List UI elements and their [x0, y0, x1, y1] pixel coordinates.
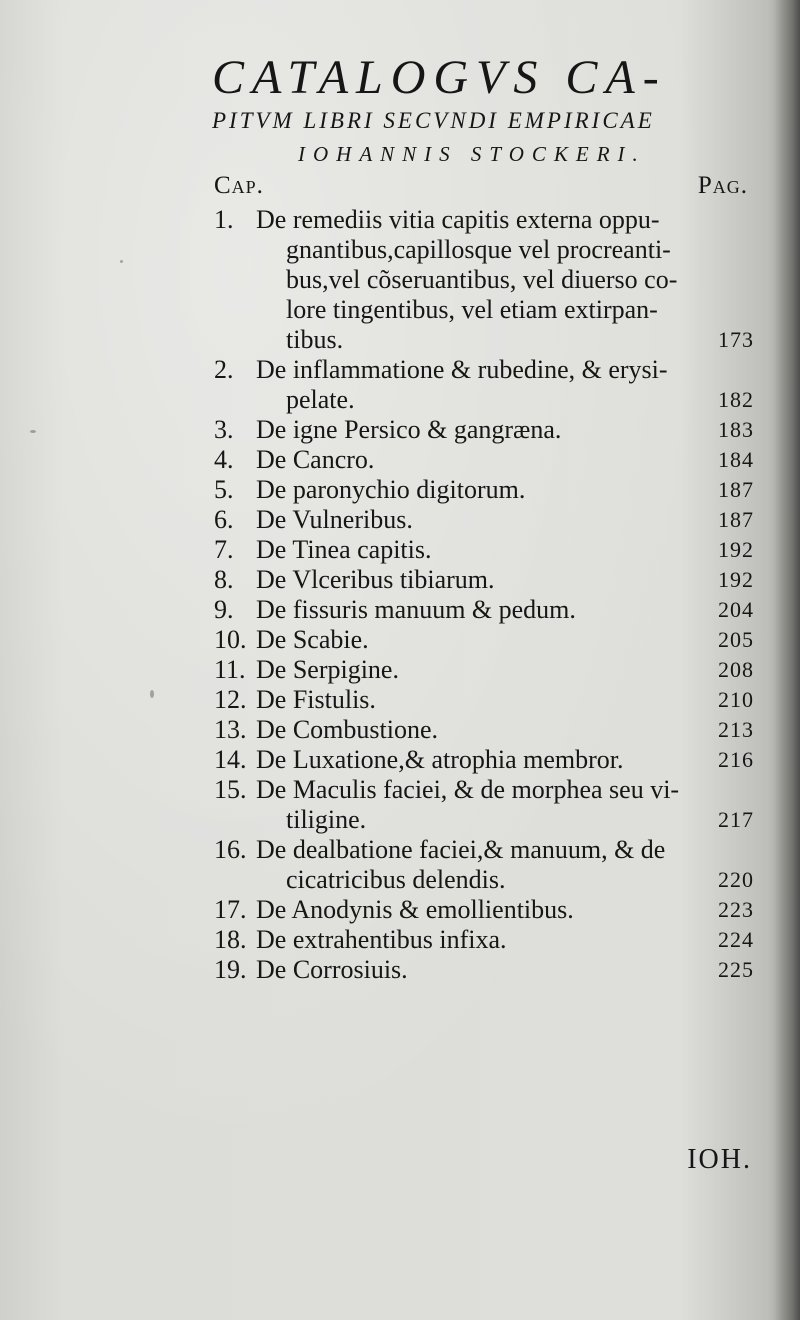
chapter-title: De paronychio digitorum. [256, 475, 526, 504]
title-line-2: PITVM LIBRI SECVNDI EMPIRICAE [212, 108, 655, 133]
chapter-title: De extrahentibus infixa. [256, 925, 507, 954]
chapter-title: De inflammatione & rubedine, & erysi- [256, 355, 668, 384]
page-number: 224 [718, 927, 754, 952]
toc-entry-line [214, 265, 754, 295]
toc-entry [214, 355, 754, 415]
chapter-number: 12. [214, 685, 247, 714]
toc-entry [214, 535, 754, 565]
paper-speck [150, 690, 154, 698]
chapter-number: 15. [214, 775, 247, 804]
toc-entry [214, 925, 754, 955]
toc-entry [214, 505, 754, 535]
toc-entry-line [214, 655, 754, 685]
page-gutter-shadow [774, 0, 800, 1320]
page-number: 192 [718, 567, 754, 592]
toc-entry-line [214, 355, 754, 385]
toc-entry [214, 775, 754, 835]
toc-entry [214, 415, 754, 445]
toc-entry-line [214, 445, 754, 475]
chapter-number: 11. [214, 655, 246, 684]
toc-entry-line [214, 475, 754, 505]
page-number: 216 [718, 747, 754, 772]
toc-entry-line [214, 625, 754, 655]
toc-entry [214, 715, 754, 745]
chapter-number: 19. [214, 955, 247, 984]
toc-entry-line [214, 865, 754, 895]
page-number: 187 [718, 477, 754, 502]
toc-entry-line [214, 745, 754, 775]
toc-entry-line [214, 775, 754, 805]
chapter-number: 3. [214, 415, 234, 444]
toc-entry [214, 835, 754, 895]
chapter-number: 16. [214, 835, 247, 864]
page-number: 183 [718, 417, 754, 442]
paper-speck [30, 430, 36, 433]
chapter-number: 1. [214, 205, 234, 234]
chapter-number: 5. [214, 475, 234, 504]
toc-entry [214, 745, 754, 775]
chapter-number: 9. [214, 595, 234, 624]
chapter-title: De remediis vitia capitis externa oppu- [256, 205, 660, 234]
page-number: 184 [718, 447, 754, 472]
chapter-title: De Tinea capitis. [256, 535, 432, 564]
page-number: 173 [718, 327, 754, 352]
toc-entry-line [214, 595, 754, 625]
page-number: 225 [718, 957, 754, 982]
chapter-title: De dealbatione faciei,& manuum, & de [256, 835, 666, 864]
page-number: 208 [718, 657, 754, 682]
page-number: 204 [718, 597, 754, 622]
toc-entry-line [214, 955, 754, 985]
toc-entry [214, 565, 754, 595]
chapter-title: De fissuris manuum & pedum. [256, 595, 576, 624]
chapter-title: cicatricibus delendis. [286, 865, 506, 894]
paper-speck [120, 260, 123, 263]
chapter-title: De Serpigine. [256, 655, 399, 684]
toc-entry-line [214, 385, 754, 415]
page-number: 210 [718, 687, 754, 712]
chapter-title: pelate. [286, 385, 355, 414]
page-number: 217 [718, 807, 754, 832]
toc-entry-line [214, 835, 754, 865]
chapter-title: tibus. [286, 325, 344, 354]
toc-entry [214, 475, 754, 505]
page-number: 220 [718, 867, 754, 892]
toc-entry [214, 595, 754, 625]
toc-entry-line [214, 895, 754, 925]
chapter-title: De Luxatione,& atrophia membror. [256, 745, 624, 774]
chapter-title: tiligine. [286, 805, 367, 834]
chapter-title: De Vulneribus. [256, 505, 413, 534]
chapter-title: bus,vel cõseruantibus, vel diuerso co- [286, 265, 678, 294]
chapter-number: 7. [214, 535, 234, 564]
toc-entry [214, 205, 754, 355]
chapter-title: gnantibus,capillosque vel procreanti- [286, 235, 671, 264]
toc-entry [214, 445, 754, 475]
page-number: 182 [718, 387, 754, 412]
chapter-title: De Cancro. [256, 445, 375, 474]
toc-entry-line [214, 505, 754, 535]
toc-entry-line [214, 805, 754, 835]
chapter-number: 2. [214, 355, 234, 384]
chapter-number: 4. [214, 445, 234, 474]
page-number: 192 [718, 537, 754, 562]
page-number: 187 [718, 507, 754, 532]
chapter-number: 14. [214, 745, 247, 774]
page-column-header: Pag. [697, 172, 748, 199]
chapter-title: lore tingentibus, vel etiam extirpan- [286, 295, 658, 324]
chapter-number: 13. [214, 715, 247, 744]
chapter-number: 10. [214, 625, 247, 654]
catchword: IOH. [687, 1144, 752, 1175]
toc-entry-line [214, 235, 754, 265]
chapter-column-header: Cap. [214, 172, 264, 199]
page-number: 213 [718, 717, 754, 742]
toc-entry [214, 655, 754, 685]
title-line-1: CATALOGVS CA- [212, 51, 667, 104]
title-line-3: IOHANNIS STOCKERI. [298, 142, 646, 166]
toc-entry-line [214, 565, 754, 595]
chapter-title: De Fistulis. [256, 685, 376, 714]
chapter-number: 8. [214, 565, 234, 594]
toc-entry-line [214, 685, 754, 715]
chapter-title: De Combustione. [256, 715, 438, 744]
page-number: 205 [718, 627, 754, 652]
toc-entry [214, 685, 754, 715]
chapter-title: De igne Persico & gangræna. [256, 415, 562, 444]
table-of-contents [214, 205, 754, 985]
toc-entry-line [214, 295, 754, 325]
toc-entry-line [214, 535, 754, 565]
chapter-title: De Anodynis & emollientibus. [256, 895, 574, 924]
toc-entry-line [214, 205, 754, 235]
toc-entry-line [214, 925, 754, 955]
toc-entry-line [214, 415, 754, 445]
toc-entry [214, 895, 754, 925]
page-number: 223 [718, 897, 754, 922]
chapter-title: De Scabie. [256, 625, 369, 654]
chapter-number: 18. [214, 925, 247, 954]
toc-entry [214, 955, 754, 985]
toc-entry-line [214, 715, 754, 745]
toc-entry [214, 625, 754, 655]
chapter-number: 17. [214, 895, 247, 924]
chapter-title: De Maculis faciei, & de morphea seu vi- [256, 775, 680, 804]
toc-entry-line [214, 325, 754, 355]
chapter-title: De Corrosiuis. [256, 955, 408, 984]
chapter-title: De Vlceribus tibiarum. [256, 565, 495, 594]
chapter-number: 6. [214, 505, 234, 534]
